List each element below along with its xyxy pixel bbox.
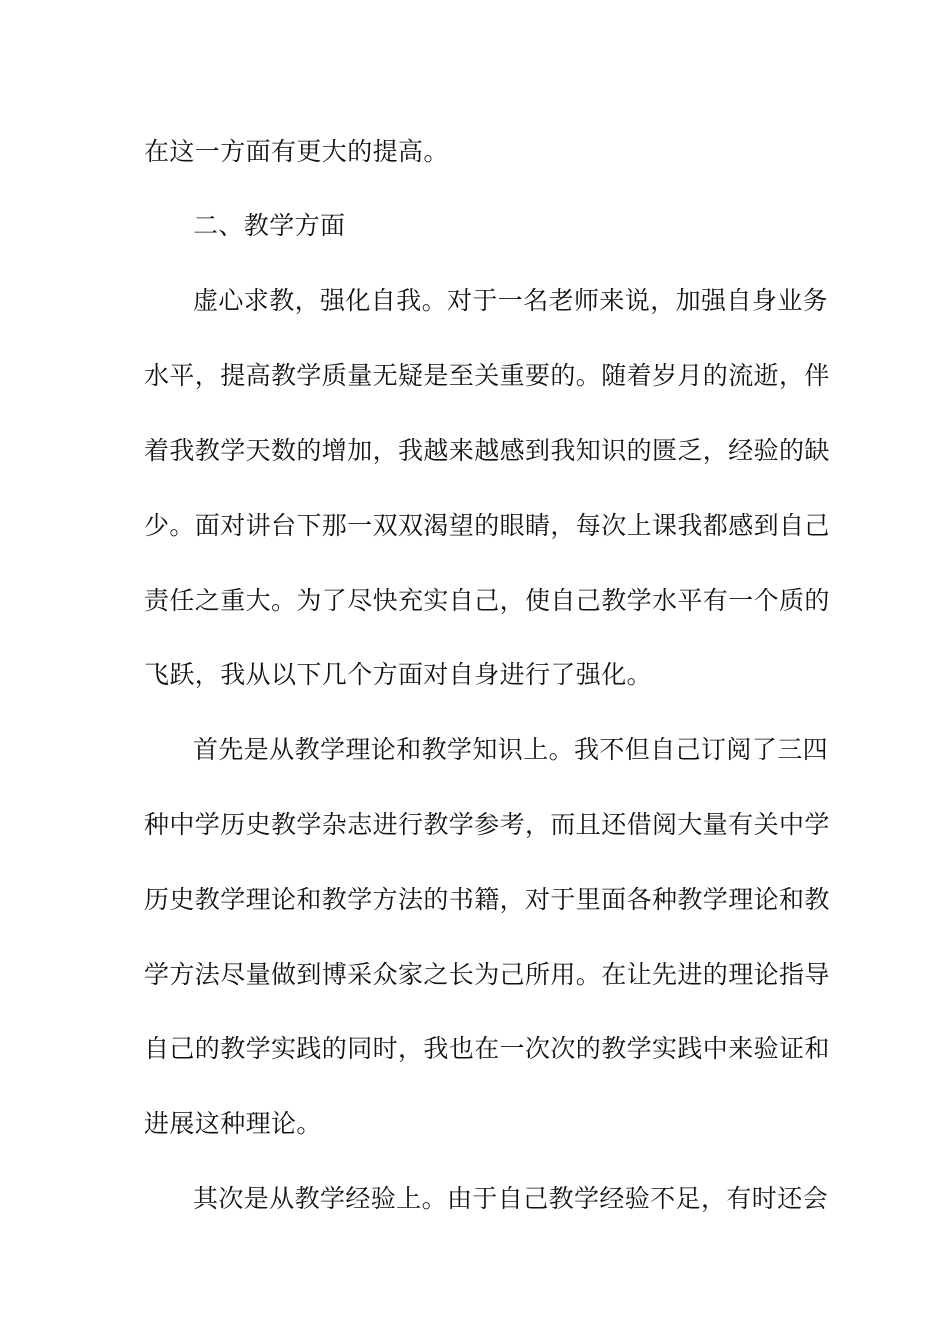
section-heading: 二、教学方面 xyxy=(193,211,346,240)
text-line: 虚心求教，强化自我。对于一名老师来说，加强自身业务 xyxy=(193,286,829,315)
text-line: 种中学历史教学杂志进行教学参考，而且还借阅大量有关中学 xyxy=(144,810,830,839)
text-line: 着我教学天数的增加，我越来越感到我知识的匮乏，经验的缺 xyxy=(144,436,830,465)
text-line: 水平，提高教学质量无疑是至关重要的。随着岁月的流逝，伴 xyxy=(144,361,830,390)
text-line: 飞跃，我从以下几个方面对自身进行了强化。 xyxy=(144,660,653,689)
text-line: 历史教学理论和教学方法的书籍，对于里面各种教学理论和教 xyxy=(144,885,830,914)
text-line: 在这一方面有更大的提高。 xyxy=(144,137,449,166)
text-line: 首先是从教学理论和教学知识上。我不但自己订阅了三四 xyxy=(193,735,829,764)
text-line: 进展这种理论。 xyxy=(144,1109,322,1138)
text-line: 责任之重大。为了尽快充实自己，使自己教学水平有一个质的 xyxy=(144,586,830,615)
text-line: 少。面对讲台下那一双双渴望的眼睛，每次上课我都感到自己 xyxy=(144,511,830,540)
text-line: 学方法尽量做到博采众家之长为己所用。在让先进的理论指导 xyxy=(144,960,830,989)
text-line: 自己的教学实践的同时，我也在一次次的教学实践中来验证和 xyxy=(144,1034,830,1063)
text-line: 其次是从教学经验上。由于自己教学经验不足，有时还会 xyxy=(193,1184,829,1213)
